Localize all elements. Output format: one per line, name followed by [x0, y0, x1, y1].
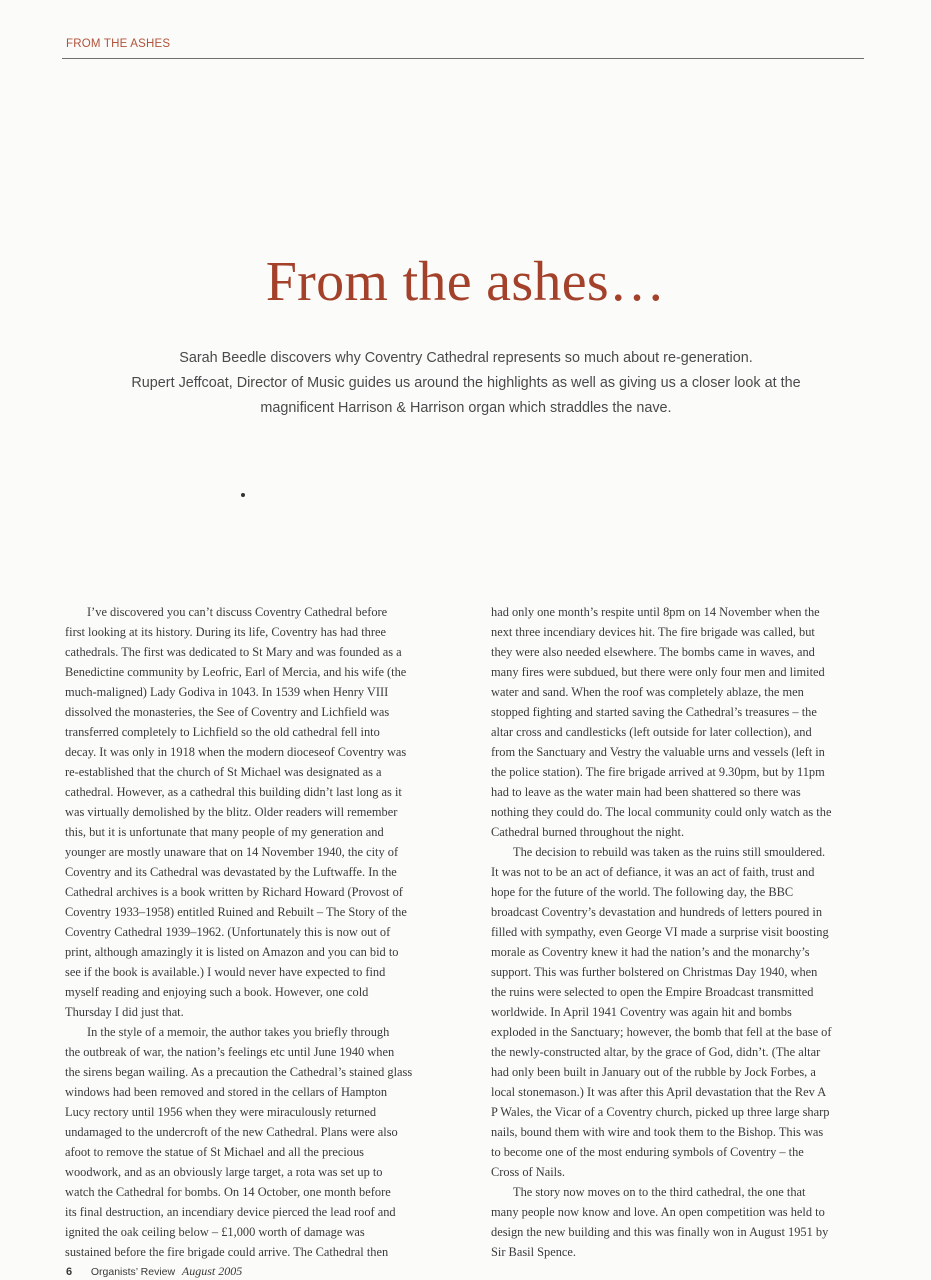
text-line: cathedrals. The first was dedicated to St Mary and was founded as a	[65, 645, 402, 659]
text-line: ignited the oak ceiling below – £1,000 worth of damage was	[65, 1225, 365, 1239]
article-title: From the ashes…	[265, 251, 666, 313]
text-line: Sir Basil Spence.	[491, 1245, 577, 1259]
issue-date: August 2005	[181, 1264, 243, 1278]
left-column	[65, 602, 450, 1262]
text-line: nails, bound them with wire and took them to the Bishop. This was	[491, 1125, 824, 1139]
text-line: from the Sanctuary and Vestry the valuable urns and vessels (left in	[491, 745, 825, 759]
text-line: the outbreak of war, the nation’s feelings etc until June 1940 when	[65, 1045, 395, 1059]
text-line: water and sand. When the roof was completely ablaze, the men	[491, 685, 804, 699]
text-line: undamaged to the undercroft of the new Cathedral. Plans were also	[65, 1125, 398, 1139]
text-line: its final destruction, an incendiary device pierced the lead roof and	[65, 1205, 396, 1219]
text-line: print, although amazingly it is listed on Amazon and you can bid to	[65, 945, 399, 959]
text-line: filled with sympathy, even George VI made a surprise visit boosting	[491, 925, 829, 939]
text-line: this, but it is unfortunate that many people of my generation and	[65, 825, 384, 839]
standfirst-line: magnificent Harrison & Harrison organ which straddles the nave.	[260, 400, 672, 416]
text-line: dissolved the monasteries, the See of Coventry and Lichfield was	[65, 705, 390, 719]
text-line: nothing they could do. The local community could only watch as the	[491, 805, 832, 819]
text-line: Coventry Cathedral 1939–1962. (Unfortunately this is now out of	[65, 925, 391, 939]
text-line: altar cross and candlesticks (left outside for later collection), and	[491, 725, 812, 739]
header-rule	[62, 58, 864, 59]
text-line: Lucy rectory until 1956 when they were miraculously returned	[65, 1105, 377, 1119]
text-line: hope for the future of the world. The following day, the BBC	[491, 885, 794, 899]
text-line: had to leave as the water main had been shattered so there was	[491, 785, 801, 799]
text-line: morale as Coventry knew it had the nation’s and the monarchy’s	[491, 945, 810, 959]
text-line: had only been built in January out of the rubble by Jock Forbes, a	[491, 1065, 816, 1079]
page-number: 6	[66, 1266, 73, 1278]
text-line: windows had been removed and stored in the cellars of Hampton	[65, 1085, 388, 1099]
print-speck	[241, 493, 245, 497]
text-line: myself reading and enjoying such a book. However, one cold	[65, 985, 369, 999]
standfirst-line: Rupert Jeffcoat, Director of Music guides us around the highlights as well as giving us a closer look at the	[131, 375, 801, 391]
text-line: was virtually demolished by the blitz. Older readers will remember	[65, 805, 398, 819]
text-line: to become one of the most enduring symbols of Coventry – the	[491, 1145, 804, 1159]
text-line: stopped fighting and started saving the Cathedral’s treasures – the	[491, 705, 817, 719]
text-line: Cathedral burned throughout the night.	[491, 825, 685, 839]
text-line: see if the book is available.) I would never have expected to find	[65, 965, 386, 979]
text-line: many people now know and love. An open competition was held to	[491, 1205, 825, 1219]
text-line: many fires were subdued, but there were only four men and limited	[491, 665, 825, 679]
text-line: Cathedral archives is a book written by Richard Howard (Provost of	[65, 885, 403, 899]
text-line: much-maligned) Lady Godiva in 1043. In 1539 when Henry VIII	[65, 685, 389, 699]
right-column	[491, 602, 873, 1262]
text-line: re-established that the church of St Michael was designated as a	[65, 765, 382, 779]
standfirst-line: Sarah Beedle discovers why Coventry Cathedral represents so much about re-generation.	[179, 350, 753, 366]
text-line: Benedictine community by Leofric, Earl of Mercia, and his wife (the	[65, 665, 407, 679]
text-line: Coventry and its Cathedral was devastated by the Luftwaffe. In the	[65, 865, 397, 879]
text-line: The decision to rebuild was taken as the ruins still smouldered.	[513, 845, 826, 859]
text-line: P Wales, the Vicar of a Coventry church, picked up three large sharp	[491, 1105, 830, 1119]
text-line: Cross of Nails.	[491, 1165, 565, 1179]
text-line: decay. It was only in 1918 when the modern dioceseof Coventry was	[65, 745, 407, 759]
text-line: the newly-constructed altar, by the grace of God, didn’t. (The altar	[491, 1045, 821, 1059]
text-line: next three incendiary devices hit. The fire brigade was called, but	[491, 625, 815, 639]
running-head: FROM THE ASHES	[66, 38, 171, 50]
text-line: the police station). The fire brigade arrived at 9.30pm, but by 11pm	[491, 765, 825, 779]
text-line: Thursday I did just that.	[65, 1005, 184, 1019]
text-line: worldwide. In April 1941 Coventry was again hit and bombs	[491, 1005, 792, 1019]
text-line: broadcast Coventry’s devastation and hundreds of letters poured in	[491, 905, 823, 919]
text-line: younger are mostly unaware that on 14 November 1940, the city of	[65, 845, 399, 859]
text-line: cathedral. However, as a cathedral this building didn’t last long as it	[65, 785, 402, 799]
text-line: the sirens began wailing. As a precaution the Cathedral’s stained glass	[65, 1065, 413, 1079]
text-line: exploded in the Sanctuary; however, the bomb that fell at the base of	[491, 1025, 832, 1039]
text-line: sustained before the fire brigade could arrive. The Cathedral then	[65, 1245, 389, 1259]
text-line: I’ve discovered you can’t discuss Coventry Cathedral before	[87, 605, 388, 619]
text-line: The story now moves on to the third cathedral, the one that	[513, 1185, 806, 1199]
text-line: watch the Cathedral for bombs. On 14 October, one month before	[65, 1185, 391, 1199]
text-line: support. This was further bolstered on Christmas Day 1940, when	[491, 965, 818, 979]
page-footer	[66, 1264, 242, 1279]
standfirst	[60, 346, 872, 421]
text-line: woodwork, and as an obviously large target, a rota was set up to	[65, 1165, 383, 1179]
text-line: In the style of a memoir, the author takes you briefly through	[87, 1025, 390, 1039]
text-line: local stonemason.) It was after this April devastation that the Rev A	[491, 1085, 827, 1099]
magazine-name: Organists’ Review	[90, 1266, 176, 1278]
text-line: afoot to remove the statue of St Michael and all the precious	[65, 1145, 365, 1159]
text-line: Coventry 1933–1958) entitled Ruined and Rebuilt – The Story of the	[65, 905, 407, 919]
text-line: transferred completely to Lichfield so the old cathedral fell into	[65, 725, 380, 739]
text-line: the ruins were selected to open the Empire Broadcast transmitted	[491, 985, 814, 999]
text-line: they were also needed elsewhere. The bombs came in waves, and	[491, 645, 815, 659]
text-line: design the new building and this was finally won in August 1951 by	[491, 1225, 829, 1239]
text-line: had only one month’s respite until 8pm on 14 November when the	[491, 605, 820, 619]
text-line: It was not to be an act of defiance, it was an act of faith, trust and	[491, 865, 815, 879]
text-line: first looking at its history. During its life, Coventry has had three	[65, 625, 386, 639]
